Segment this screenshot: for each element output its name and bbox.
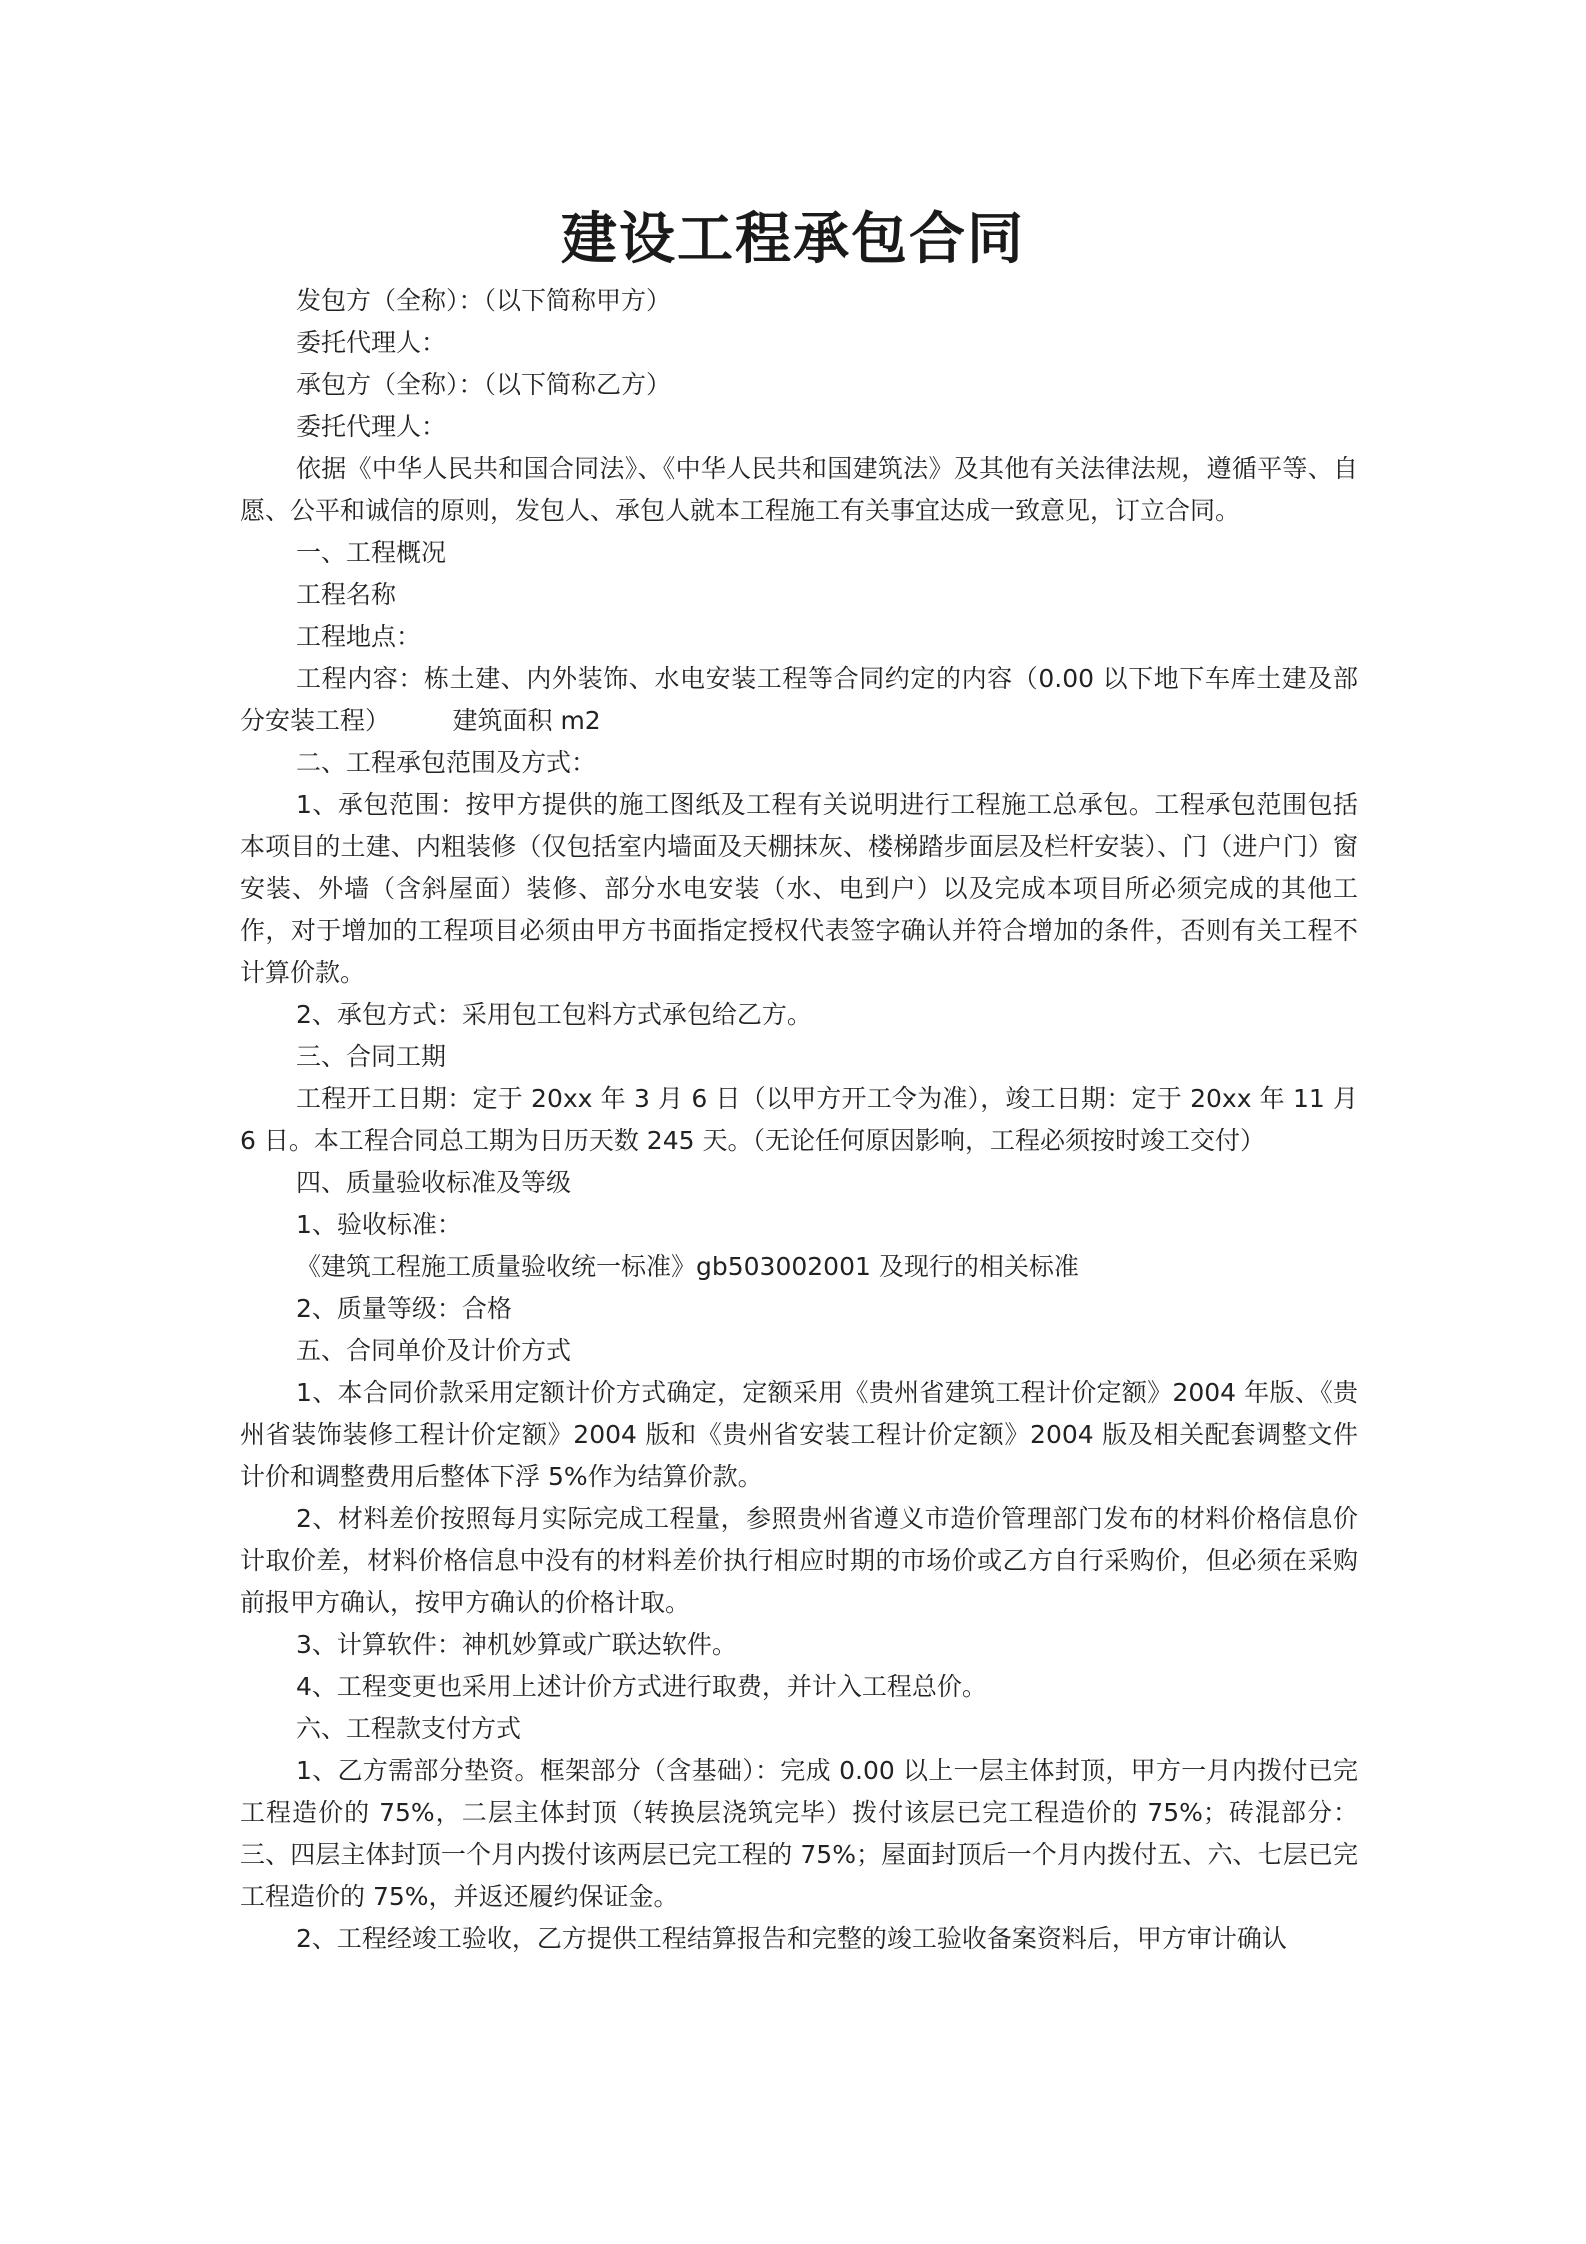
paragraph-pricing-method: 1、本合同价款采用定额计价方式确定，定额采用《贵州省建筑工程计价定额》2004 年版、《贵州省装饰装修工程计价定额》2004 版和《贵州省安装工程计价定额》2004 版及相关配套调整文件计价和调整费用后整体下浮 5%作为结算价款。 <box>240 1378 1358 1491</box>
section-heading-pricing: 五、合同单价及计价方式 <box>296 1336 572 1365</box>
paragraph-material-difference: 2、材料差价按照每月实际完成工程量，参照贵州省遵义市造价管理部门发布的材料价格信息价计取价差，材料价格信息中没有的材料差价执行相应时期的市场价或乙方自行采购价，但必须在采购前报甲方确认，按甲方确认的价格计取。 <box>240 1504 1358 1617</box>
section-heading-payment: 六、工程款支付方式 <box>296 1714 522 1743</box>
paragraph-standard-reference: 《建筑工程施工质量验收统一标准》gb503002001 及现行的相关标准 <box>296 1252 1079 1281</box>
paragraph-contract-method: 2、承包方式：采用包工包料方式承包给乙方。 <box>296 1000 812 1029</box>
paragraph-schedule-dates: 工程开工日期：定于 20xx 年 3 月 6 日（以甲方开工令为准），竣工日期：定于 20xx 年 11 月 6 日。本工程合同总工期为日历天数 245 天。（无论任何原因影响，工程必须按时竣工交付） <box>240 1084 1358 1155</box>
paragraph-acceptance-standard: 1、验收标准： <box>296 1210 462 1239</box>
paragraph-project-name: 工程名称 <box>296 580 397 609</box>
paragraph-payment-completion: 2、工程经竣工验收，乙方提供工程结算报告和完整的竣工验收备案资料后，甲方审计确认 <box>296 1924 1287 1953</box>
section-heading-scope: 二、工程承包范围及方式： <box>296 748 597 777</box>
paragraph-contractor-agent: 委托代理人： <box>296 328 447 357</box>
paragraph-payment-advance: 1、乙方需部分垫资。框架部分（含基础）：完成 0.00 以上一层主体封顶，甲方一月内拨付已完工程造价的 75%，二层主体封顶（转换层浇筑完毕）拨付该层已完工程造价的 75%；砖混部分：三、四层主体封顶一个月内拨付该两层已完工程的 75%；屋面封顶后一个月内拨付五、六、七层已完工程造价的 75%，并返还履约保证金。 <box>240 1756 1358 1911</box>
paragraph-contractor-party: 发包方（全称）：（以下简称甲方） <box>296 286 672 315</box>
document-body <box>240 280 1358 1960</box>
section-heading-overview: 一、工程概况 <box>296 538 447 567</box>
document-title: 建设工程承包合同 <box>561 207 1025 272</box>
paragraph-software: 3、计算软件：神机妙算或广联达软件。 <box>296 1630 737 1659</box>
paragraph-scope: 1、承包范围：按甲方提供的施工图纸及工程有关说明进行工程施工总承包。工程承包范围包括本项目的土建、内粗装修（仅包括室内墙面及天棚抹灰、楼梯踏步面层及栏杆安装）、门（进户门）窗安装、外墙（含斜屋面）装修、部分水电安装（水、电到户）以及完成本项目所必须完成的其他工作，对于增加的工程项目必须由甲方书面指定授权代表签字确认并符合增加的条件，否则有关工程不计算价款。 <box>240 790 1358 987</box>
paragraph-legal-basis: 依据《中华人民共和国合同法》、《中华人民共和国建筑法》及其他有关法律法规，遵循平等、自愿、公平和诚信的原则，发包人、承包人就本工程施工有关事宜达成一致意见，订立合同。 <box>240 454 1358 525</box>
section-heading-schedule: 三、合同工期 <box>296 1042 447 1071</box>
paragraph-contractee-agent: 委托代理人： <box>296 412 447 441</box>
paragraph-project-location: 工程地点： <box>296 622 422 651</box>
paragraph-changes: 4、工程变更也采用上述计价方式进行取费，并计入工程总价。 <box>296 1672 987 1701</box>
paragraph-quality-grade: 2、质量等级：合格 <box>296 1294 512 1323</box>
paragraph-contractee-party: 承包方（全称）：（以下简称乙方） <box>296 370 672 399</box>
paragraph-project-content: 工程内容：栋土建、内外装饰、水电安装工程等合同约定的内容（0.00 以下地下车库土建及部分安装工程） 建筑面积 m2 <box>240 664 1358 735</box>
section-heading-quality: 四、质量验收标准及等级 <box>296 1168 572 1197</box>
